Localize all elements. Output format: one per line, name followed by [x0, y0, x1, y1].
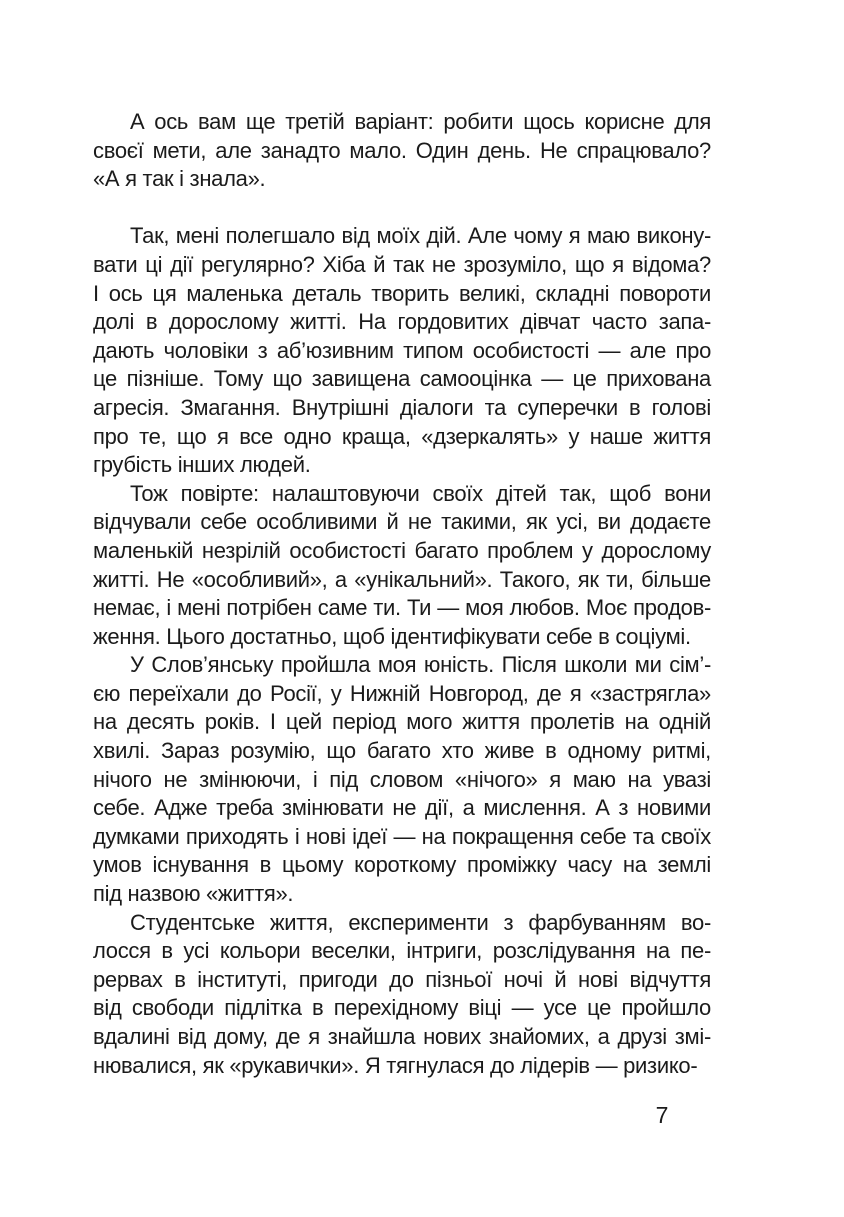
text-section: [93, 222, 711, 1080]
text-line: умов існування в цьому короткому проміжку часу на землі: [93, 852, 711, 878]
page-number: 7: [655, 1102, 669, 1128]
text-line: Тож повірте: налаштовуючи своїх дітей так, щоб вони: [130, 480, 711, 506]
body-text: [93, 108, 711, 1080]
text-line: ження. Цього достатньо, щоб ідентифікувати себе в соціумі.: [93, 623, 691, 649]
text-line: А ось вам ще третій варіант: робити щось корисне для: [130, 109, 711, 134]
text-line: на десять років. І цей період мого життя пролетів на одній: [93, 709, 711, 735]
text-line: немає, і мені потрібен саме ти. Ти — моя любов. Моє продов-: [93, 595, 711, 621]
text-line: рервах в інституті, пригоди до пізньої ночі й нові відчуття: [93, 966, 711, 992]
text-line: І ось ця маленька деталь творить великі, складні повороти: [93, 280, 711, 306]
text-line: єю переїхали до Росії, у Нижній Новгород, де я «застрягла»: [93, 680, 711, 706]
paragraph: [93, 909, 711, 1081]
text-line: дають чоловіки з аб’юзивним типом особистості — але про: [93, 337, 711, 363]
text-line: відчували себе особливими й не такими, як усі, ви додаєте: [93, 509, 711, 535]
text-line: У Слов’янську пройшла моя юність. Після школи ми сім’-: [130, 652, 711, 678]
text-line: «А я так і знала».: [93, 166, 266, 192]
text-line: вати ці дії регулярно? Хіба й так не зрозуміло, що я відома?: [93, 251, 711, 277]
text-line: житті. Не «особливий», а «унікальний». Такого, як ти, більше: [93, 566, 711, 592]
text-section: [93, 108, 711, 194]
text-line: своєї мети, але занадто мало. Один день. Не спрацювало?: [93, 137, 711, 163]
paragraph: [93, 108, 711, 194]
text-line: це пізніше. Тому що завищена самооцінка — це прихована: [93, 366, 711, 392]
text-line: агресія. Змагання. Внутрішні діалоги та суперечки в голові: [93, 394, 711, 420]
text-line: грубість інших людей.: [93, 452, 311, 478]
text-line: долі в дорослому житті. На гордовитих дівчат часто запа-: [93, 309, 711, 335]
text-line: думками приходять і нові ідеї — на покращення себе та своїх: [93, 823, 711, 849]
text-line: під назвою «життя».: [93, 881, 294, 907]
paragraph: [93, 651, 711, 908]
text-line: Так, мені полегшало від моїх дій. Але чому я маю викону-: [130, 223, 711, 249]
text-line: лосся в усі кольори веселки, інтриги, розслідування на пе-: [93, 938, 711, 964]
text-line: себе. Адже треба змінювати не дії, а мислення. А з новими: [93, 795, 711, 821]
text-line: про те, що я все одно краща, «дзеркалять» у наше життя: [93, 423, 711, 449]
text-line: нічого не змінюючи, і під словом «нічого» я маю на увазі: [93, 766, 711, 792]
paragraph: [93, 222, 711, 479]
text-line: вдалині від дому, де я знайшла нових знайомих, а друзі змі-: [93, 1024, 711, 1049]
text-line: нювалися, як «рукавички». Я тягнулася до лідерів — ризико-: [93, 1052, 698, 1078]
text-line: Студентське життя, експерименти з фарбуванням во-: [130, 909, 711, 935]
text-line: маленькій незрілій особистості багато проблем у дорослому: [93, 537, 711, 563]
text-line: від свободи підлітка в перехідному віці — усе це пройшло: [93, 995, 711, 1021]
text-line: хвилі. Зараз розумію, що багато хто живе в одному ритмі,: [93, 738, 711, 764]
paragraph: [93, 480, 711, 652]
